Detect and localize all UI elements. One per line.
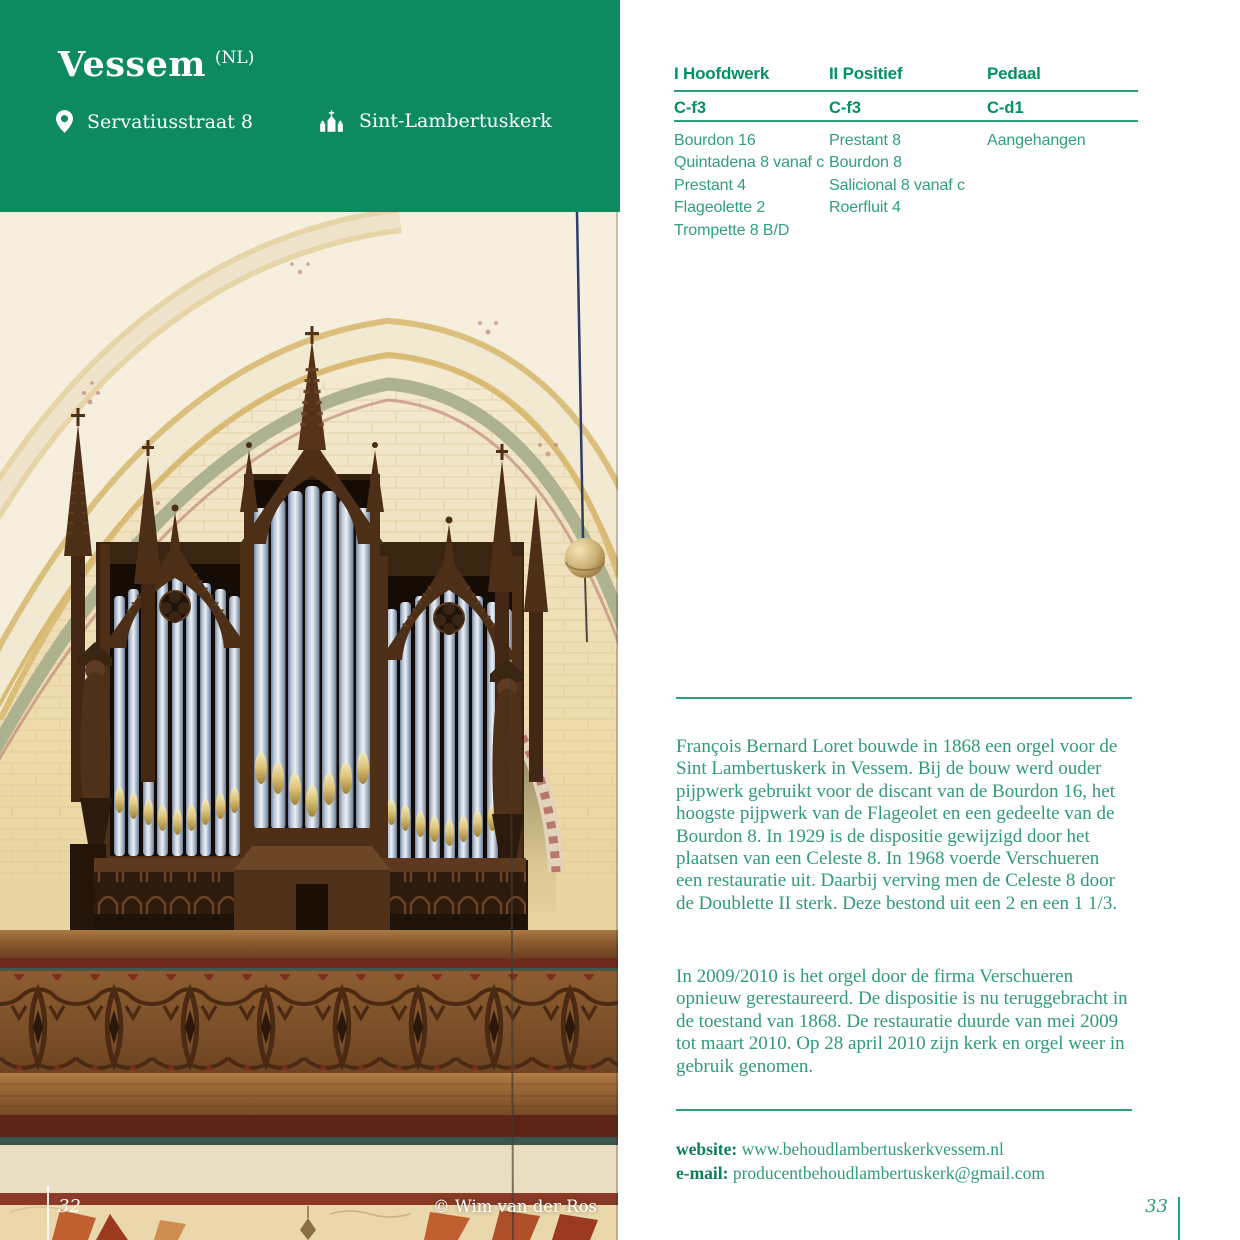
stop-name: Bourdon 16 <box>674 132 756 149</box>
division-column-pedaal <box>987 64 1138 152</box>
stop-name: Bourdon 8 <box>829 154 902 172</box>
organ-pipes-centre <box>254 486 371 830</box>
organ-photo-illustration <box>0 212 620 1240</box>
email-value: producentbehoudlambertuskerk@gmail.com <box>732 1162 1045 1183</box>
photo-credit: © Wim van der Ros <box>433 1197 597 1216</box>
division-title: I Hoofdwerk <box>674 64 770 83</box>
page-title: Vessem <box>58 44 206 85</box>
stop-list <box>829 130 981 220</box>
stop-name: Prestant 8 <box>829 132 901 149</box>
church-label: Sint-Lambertuskerk <box>359 110 552 132</box>
right-page <box>620 0 1240 1240</box>
contact-block <box>676 1138 1045 1185</box>
stop-name: Quintadena 8 vanaf c <box>674 154 825 172</box>
stop-name: Prestant 4 <box>674 176 746 194</box>
stop-list <box>987 130 1138 152</box>
history-paragraph-2: In 2009/2010 is het orgel door de firma Verschueren opnieuw gerestaureerd. De dispositie is nu teruggebracht in de toestand van 1868. De restauratie duurde van mei 2009 tot maart 2010. Op 28 april 2010 zijn kerk en orgel weer in gebruik genomen. <box>676 966 1128 1077</box>
email-line <box>676 1162 1045 1186</box>
address-row <box>56 110 253 133</box>
stop-name: Aangehangen <box>987 132 1086 149</box>
division-compass: C-f3 <box>674 99 707 117</box>
division-compass: C-d1 <box>987 99 1024 117</box>
church-icon <box>318 110 345 132</box>
stop-name: Roerfluit 4 <box>829 199 901 217</box>
lower-wall <box>0 1145 620 1240</box>
division-title: Pedaal <box>987 64 1041 83</box>
stop-name: Flageolette 2 <box>674 199 766 217</box>
website-line <box>676 1138 1045 1162</box>
division-column-positief <box>829 64 981 220</box>
division-compass: C-f3 <box>829 99 862 117</box>
address-label: Servatiusstraat 8 <box>87 110 253 133</box>
page-number-right: 33 <box>1145 1196 1168 1217</box>
history-paragraph-1: François Bernard Loret bouwde in 1868 een orgel voor de Sint Lambertuskerk in Vessem. Bij de bouw werd ouder pijpwerk gebruikt voor de discant van de Bourdon 16, het hoogste pijpwerk van de Flageolet en een gedeelte van de Bourdon 8. In 1929 is de dispositie gewijzigd door het plaatsen van een Celeste 8. In 1968 voerde Verschueren een restauratie uit. Daarbij verving men de Celeste 8 door de Doublette II sterk. Deze bestond uit een 2 en een 1 1/3. <box>676 736 1118 914</box>
section-divider-bottom <box>676 1109 1132 1111</box>
organ-photo <box>0 212 620 1240</box>
page-header <box>0 0 620 212</box>
division-column-hoofdwerk <box>674 64 826 242</box>
location-pin-icon <box>56 110 73 133</box>
title-row <box>58 44 254 85</box>
email-label: e-mail: <box>676 1162 729 1183</box>
website-label: website: <box>676 1139 738 1159</box>
balcony-railing <box>0 930 620 1145</box>
stop-name: Trompette 8 B/D <box>674 221 790 239</box>
website-value: www.behoudlambertuskerkvessem.nl <box>741 1139 1004 1159</box>
stop-list <box>674 130 826 242</box>
section-divider-top <box>676 697 1132 699</box>
footer-rule-right <box>1178 1197 1180 1240</box>
division-title: II Positief <box>829 64 903 83</box>
church-row <box>318 110 552 132</box>
page-number-left: 32 <box>58 1196 81 1217</box>
disposition-table <box>674 64 1138 264</box>
country-code: (NL) <box>214 48 255 68</box>
stop-name: Salicional 8 vanaf c <box>829 176 965 194</box>
